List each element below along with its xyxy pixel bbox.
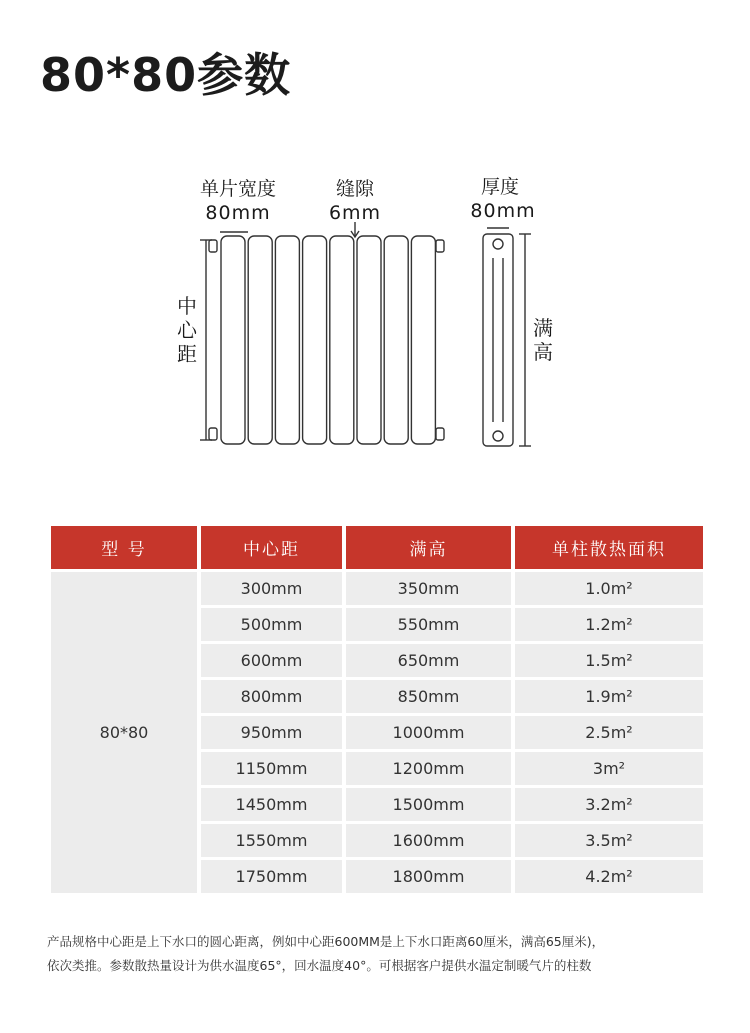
height-cell: 1000mm — [346, 716, 511, 749]
gap-label: 缝隙 — [335, 178, 374, 200]
radiator-column — [303, 236, 327, 444]
center-distance-label: 中心距 — [177, 294, 197, 366]
height-cell: 1500mm — [346, 788, 511, 821]
footnote-line-2: 依次类推。参数散热量设计为供水温度65°，回水温度40°。可根据客户提供水温定制暖气片的柱数 — [47, 958, 592, 973]
header-full-height: 满高 — [346, 526, 511, 569]
right-connector-top — [436, 240, 444, 252]
page-title: 80*80参数 — [40, 48, 292, 102]
side-inlet — [493, 239, 503, 249]
table-header-row — [51, 526, 703, 569]
radiator-column — [357, 236, 381, 444]
center-cell: 500mm — [201, 608, 342, 641]
full-height-label: 满高 — [533, 316, 553, 364]
center-cell: 1450mm — [201, 788, 342, 821]
area-cell: 1.2m² — [515, 608, 703, 641]
left-connector-top — [209, 240, 217, 252]
center-cell: 300mm — [201, 572, 342, 605]
radiator-column — [330, 236, 354, 444]
header-heat-area: 单柱散热面积 — [515, 526, 703, 569]
thickness-value: 80mm — [470, 200, 536, 222]
center-cell: 1150mm — [201, 752, 342, 785]
area-cell: 3.5m² — [515, 824, 703, 857]
piece-width-value: 80mm — [205, 202, 271, 224]
center-cell: 1550mm — [201, 824, 342, 857]
area-cell: 1.9m² — [515, 680, 703, 713]
radiator-column — [411, 236, 435, 444]
footnote — [47, 930, 707, 978]
table-row — [51, 572, 703, 605]
center-cell: 600mm — [201, 644, 342, 677]
center-cell: 800mm — [201, 680, 342, 713]
left-connector-bottom — [209, 428, 217, 440]
side-view — [483, 228, 531, 446]
thickness-label: 厚度 — [480, 176, 519, 198]
header-model: 型 号 — [51, 526, 197, 569]
center-cell: 950mm — [201, 716, 342, 749]
spec-table — [47, 523, 707, 896]
radiator-column — [275, 236, 299, 444]
area-cell: 1.0m² — [515, 572, 703, 605]
radiator-column — [248, 236, 272, 444]
area-cell: 4.2m² — [515, 860, 703, 893]
radiator-column — [384, 236, 408, 444]
height-cell: 850mm — [346, 680, 511, 713]
area-cell: 3.2m² — [515, 788, 703, 821]
side-body — [483, 234, 513, 446]
area-cell: 1.5m² — [515, 644, 703, 677]
area-cell: 3m² — [515, 752, 703, 785]
height-cell: 1200mm — [346, 752, 511, 785]
footnote-line-1: 产品规格中心距是上下水口的圆心距离，例如中心距600MM是上下水口距离60厘米，满高65厘米)， — [47, 934, 605, 949]
header-center-distance: 中心距 — [201, 526, 342, 569]
height-cell: 1600mm — [346, 824, 511, 857]
piece-width-label: 单片宽度 — [199, 178, 276, 200]
center-cell: 1750mm — [201, 860, 342, 893]
height-cell: 350mm — [346, 572, 511, 605]
height-cell: 550mm — [346, 608, 511, 641]
front-view — [200, 222, 444, 444]
radiator-column — [221, 236, 245, 444]
gap-value: 6mm — [328, 202, 382, 224]
side-outlet — [493, 431, 503, 441]
model-cell: 80*80 — [51, 572, 197, 893]
right-connector-bottom — [436, 428, 444, 440]
area-cell: 2.5m² — [515, 716, 703, 749]
height-cell: 1800mm — [346, 860, 511, 893]
height-cell: 650mm — [346, 644, 511, 677]
